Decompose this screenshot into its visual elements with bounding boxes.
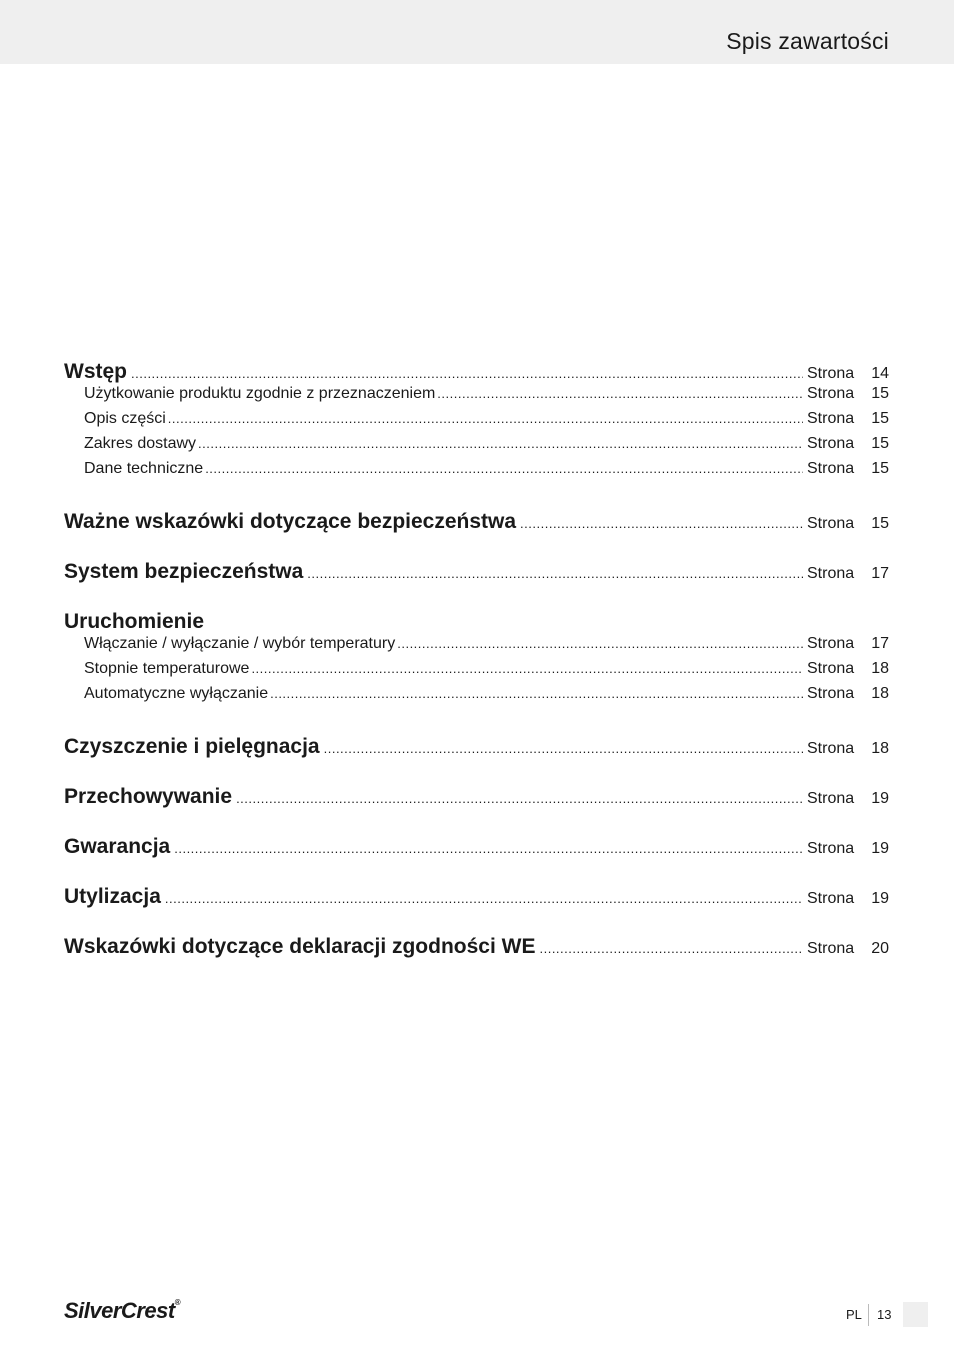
toc-item-title: Dane techniczne [84, 460, 204, 477]
toc-item-title: Automatyczne wyłączanie [84, 685, 269, 702]
page-number: 15 [871, 385, 889, 402]
leader-dots [324, 741, 803, 756]
page-number: 18 [871, 660, 889, 677]
page-number: 15 [871, 435, 889, 452]
page-word: Strona [807, 685, 855, 702]
toc-item[interactable] [64, 385, 889, 410]
leader-dots [307, 566, 803, 581]
toc-item[interactable] [64, 460, 889, 485]
page-number: 18 [871, 740, 889, 757]
page-word: Strona [807, 740, 855, 757]
page-number: 15 [871, 410, 889, 427]
toc-item[interactable] [64, 635, 889, 660]
registered-mark: ® [174, 1298, 181, 1307]
toc-item-title: Włączanie / wyłączanie / wybór temperatury [84, 635, 396, 652]
leader-dots [437, 386, 803, 401]
brand-logo [64, 1298, 180, 1324]
page-number: 17 [871, 565, 889, 582]
leader-dots [251, 661, 803, 676]
page-number: 15 [871, 515, 889, 532]
toc-section-safety-system[interactable] [64, 560, 889, 585]
toc-section-title: Ważne wskazówki dotyczące bezpieczeństwa [64, 510, 517, 533]
leader-dots [131, 366, 803, 381]
leader-dots [198, 436, 803, 451]
toc-item-title: Użytkowanie produktu zgodnie z przeznaczeniem [84, 385, 436, 402]
page-word: Strona [807, 790, 855, 807]
page-number: 20 [871, 940, 889, 957]
toc-item-title: Zakres dostawy [84, 435, 197, 452]
page-number: 15 [871, 460, 889, 477]
page-word: Strona [807, 365, 855, 382]
page-word: Strona [807, 840, 855, 857]
page-word: Strona [807, 940, 855, 957]
leader-dots [205, 461, 803, 476]
footer-divider [868, 1304, 869, 1326]
toc-section-title: Gwarancja [64, 835, 171, 858]
page-title: Spis zawartości [726, 28, 889, 54]
brand-name: SilverCrest [64, 1298, 175, 1323]
leader-dots [397, 636, 803, 651]
toc-section-startup[interactable] [64, 610, 889, 635]
page-number: 18 [871, 685, 889, 702]
page-number: 19 [871, 840, 889, 857]
toc-section-title: Utylizacja [64, 885, 161, 908]
toc-section-safety-instructions[interactable] [64, 510, 889, 535]
toc-item[interactable] [64, 410, 889, 435]
page-number: 19 [871, 890, 889, 907]
footer-tab-marker [903, 1302, 928, 1327]
page-word: Strona [807, 435, 855, 452]
page-number: 19 [871, 790, 889, 807]
leader-dots [270, 686, 803, 701]
toc-section-cleaning[interactable] [64, 735, 889, 760]
page-word: Strona [807, 515, 855, 532]
page-word: Strona [807, 890, 855, 907]
toc-item-title: Stopnie temperaturowe [84, 660, 250, 677]
toc-section-title: Uruchomienie [64, 610, 205, 633]
page-word: Strona [807, 460, 855, 477]
toc-item[interactable] [64, 435, 889, 460]
toc-section-warranty[interactable] [64, 835, 889, 860]
page-word: Strona [807, 410, 855, 427]
page-number: 14 [871, 365, 889, 382]
page-number: 17 [871, 635, 889, 652]
toc-section-storage[interactable] [64, 785, 889, 810]
footer-language: PL [846, 1307, 862, 1322]
page-word: Strona [807, 660, 855, 677]
leader-dots [520, 516, 803, 531]
toc-item[interactable] [64, 685, 889, 710]
leader-dots [165, 891, 803, 906]
page-word: Strona [807, 565, 855, 582]
leader-dots [174, 841, 803, 856]
toc-section-declaration[interactable] [64, 935, 889, 960]
leader-dots [168, 411, 803, 426]
page-word: Strona [807, 635, 855, 652]
toc-item[interactable] [64, 660, 889, 685]
toc-section-title: Czyszczenie i pielęgnacja [64, 735, 320, 758]
leader-dots [236, 791, 803, 806]
toc-section-disposal[interactable] [64, 885, 889, 910]
toc-section-wstep[interactable] [64, 360, 889, 385]
toc-section-title: Wskazówki dotyczące deklaracji zgodności WE [64, 935, 536, 958]
footer-page-number: 13 [877, 1307, 892, 1322]
toc-section-title: Wstęp [64, 360, 127, 383]
leader-dots [539, 941, 803, 956]
page-word: Strona [807, 385, 855, 402]
toc-item-title: Opis części [84, 410, 166, 427]
toc-section-title: Przechowywanie [64, 785, 233, 808]
table-of-contents [64, 360, 889, 960]
toc-section-title: System bezpieczeństwa [64, 560, 304, 583]
